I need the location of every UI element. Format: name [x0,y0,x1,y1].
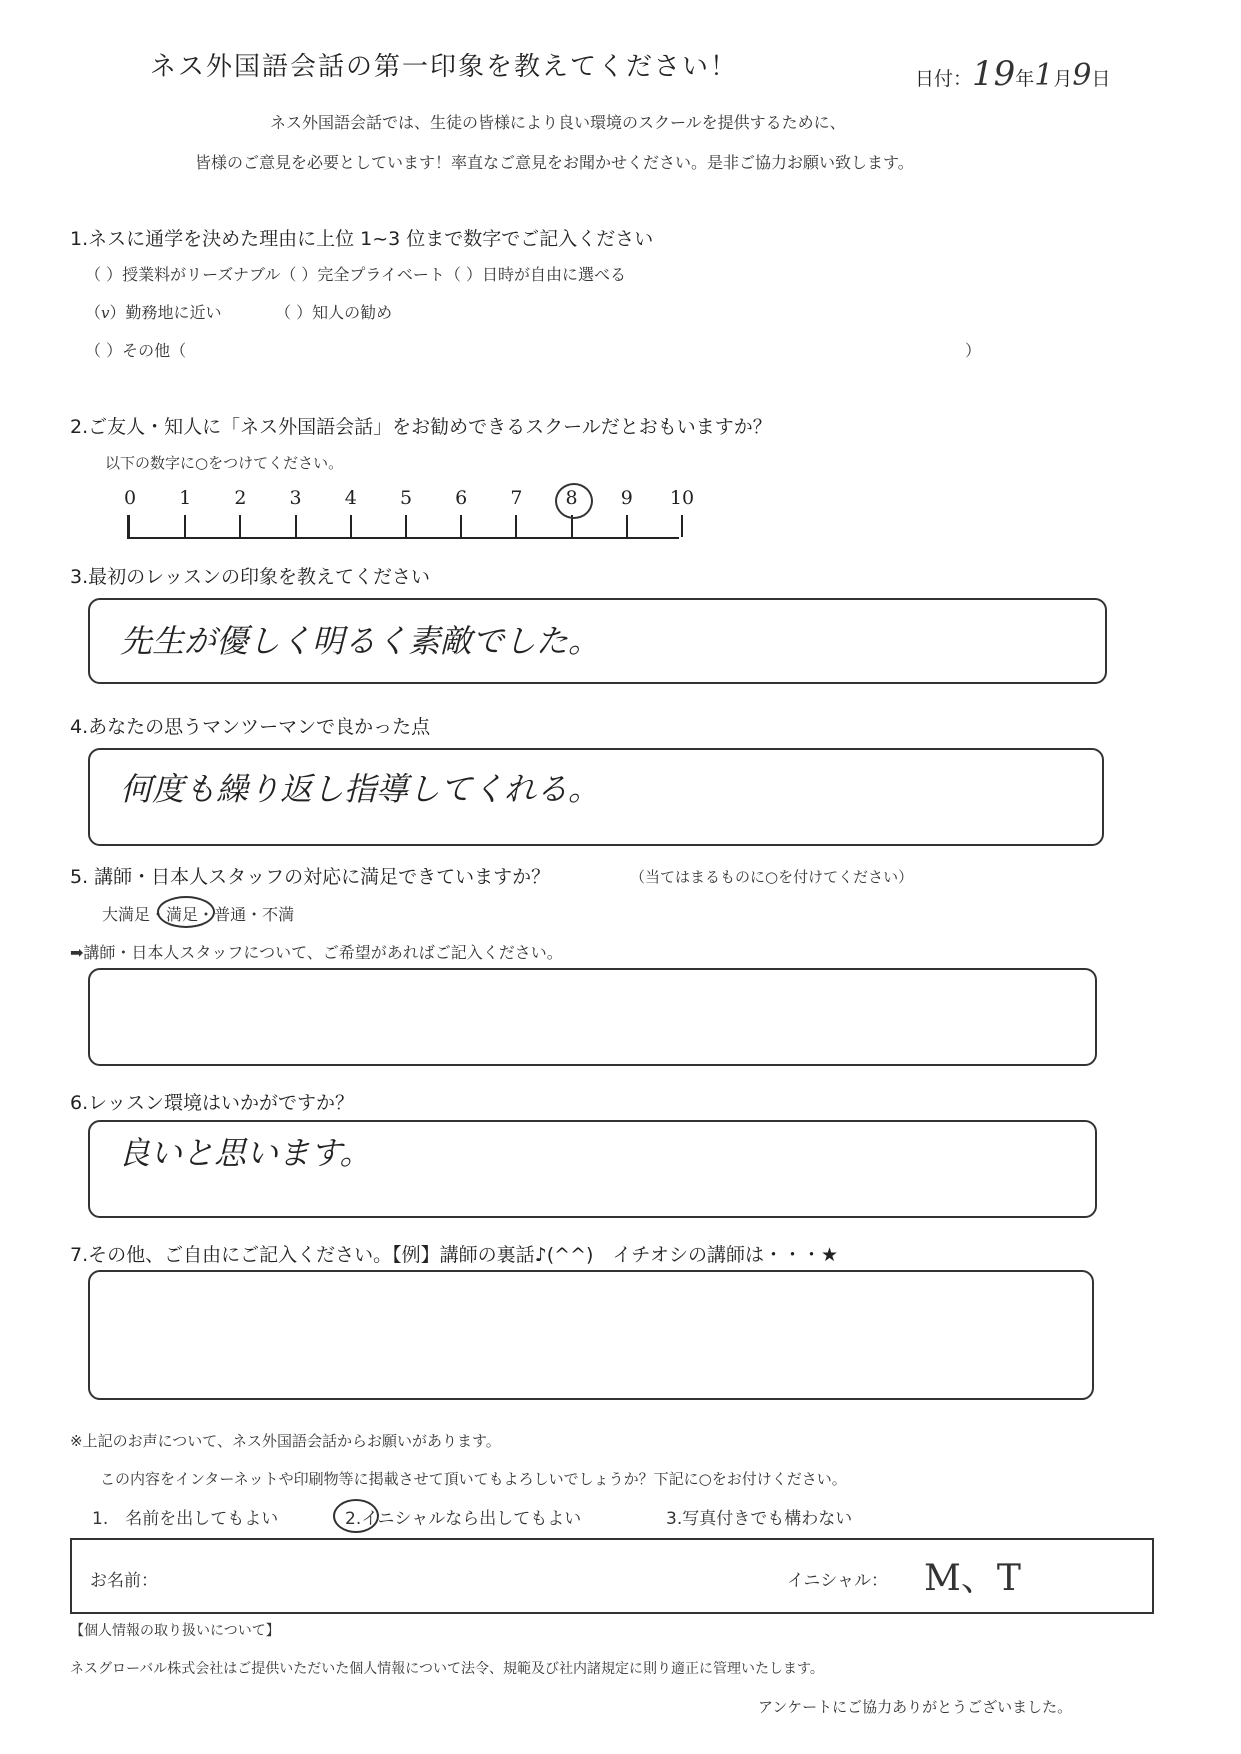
q3-question: 3.最初のレッスンの印象を教えてください [70,566,430,588]
q5-choice-satisfied-label: 満足 [166,905,199,924]
q2-scale-tick [350,515,352,537]
q2-scale-number[interactable]: 4 [344,487,357,509]
q2-scale-number[interactable]: 3 [289,487,302,509]
q2-scale-tick [295,515,297,537]
q7-question: 7.その他、ご自由にご記入ください。【例】講師の裏話♪(^^) イチオシの講師は・・・★ [70,1244,839,1266]
privacy-heading: 【個人情報の取り扱いについて】 [70,1623,280,1639]
q6-answer: 良いと思います。 [118,1134,372,1172]
thanks-message: アンケートにご協力ありがとうございました。 [758,1698,1073,1716]
q2-scale-number[interactable]: 2 [234,487,247,509]
consent-option-1[interactable]: 1. 名前を出してもよい [92,1509,279,1529]
q5-request-prompt: 講師・日本人スタッフについて、ご希望があればご記入ください。 [83,943,563,962]
q5-sep: ・ [198,905,215,924]
q6-question: 6.レッスン環境はいかがですか？ [70,1092,354,1114]
arrow-right-icon: ➡ [70,943,84,962]
q2-scale-number[interactable]: 1 [179,487,192,509]
q2-scale-tick [239,515,241,537]
q3-answer-box[interactable] [88,598,1107,684]
q5-choices[interactable] [102,902,294,925]
date-month-unit: 月 [1053,68,1073,90]
q5-choice-very-satisfied[interactable]: 大満足 [102,905,151,924]
q1-option-other-close: ） [965,341,982,360]
q5-sep: ・ [150,905,167,924]
initial-label: イニシャル： [787,1571,888,1591]
name-label: お名前： [90,1571,158,1591]
q2-scale-number[interactable]: 7 [510,487,523,509]
intro-line-1: ネス外国語会話では、生徒の皆様により良い環境のスクールを提供するために、 [270,113,846,132]
q6-answer-box[interactable] [88,1120,1097,1218]
q2-scale-number[interactable]: 9 [620,487,633,509]
q1-commute-mark: v [101,304,110,322]
q2-scale-tick [460,515,462,537]
q5-request-box[interactable] [88,968,1097,1066]
date-day-unit: 日 [1091,68,1111,90]
consent-option-2[interactable] [345,1504,581,1529]
q2-scale-tick [405,515,407,537]
q2-instruction: 以下の数字に○をつけてください。 [105,454,344,472]
q5-choice-unsatisfied[interactable]: 不満 [262,905,295,924]
q1-question: 1.ネスに通学を決めた理由に上位 1~3 位まで数字でご記入ください [70,228,654,250]
q4-answer: 何度も繰り返し指導してくれる。 [120,770,601,808]
q1-options-row-1[interactable]: （ ）授業料がリーズナブル（ ）完全プライベート（ ）日時が自由に選べる [85,265,627,284]
q5-note: （当てはまるものに○を付けてください） [630,868,914,886]
intro-line-2: 皆様のご意見を必要としています！率直なご意見をお聞かせください。是非ご協力お願い致します。 [195,153,914,172]
date-field[interactable] [915,54,1111,94]
date-year-unit: 年 [1015,68,1035,90]
q2-scale-tick [681,515,683,537]
q2-scale-number[interactable]: 5 [399,487,413,509]
q7-answer-box[interactable] [88,1270,1094,1400]
q2-scale-number[interactable]: 8 [565,487,578,509]
q2-scale-number[interactable]: 0 [123,487,137,509]
q2-scale-start-bar [127,515,130,539]
q5-sep: ・ [246,905,263,924]
initial-value[interactable]: M、T [924,1558,1021,1599]
q1-option-commute[interactable] [85,300,222,323]
q2-scale-number[interactable]: 6 [455,487,468,509]
privacy-text: ネスグローバル株式会社はご提供いただいた個人情報について法令、規範及び社内諸規定に則り適正に管理いたします。 [70,1661,824,1677]
q3-answer: 先生が優しく明るく素敵でした。 [120,622,601,660]
q5-question: 5. 講師・日本人スタッフの対応に満足できていますか？ [70,866,551,888]
q5-selected-circle [157,896,215,928]
q5-choice-normal[interactable]: 普通 [214,905,247,924]
q4-question: 4.あなたの思うマンツーマンで良かった点 [70,716,431,738]
q2-scale-number[interactable]: 10 [669,487,695,509]
q1-commute-open: （ [85,303,102,322]
q5-choice-satisfied[interactable] [166,902,198,925]
page-title: ネス外国語会話の第一印象を教えてください！ [150,52,739,82]
q4-answer-box[interactable] [88,748,1104,846]
consent-question: この内容をインターネットや印刷物等に掲載させて頂いてもよろしいでしょうか？下記に○をお付けください。 [100,1470,847,1488]
q1-option-friend[interactable]: （ ）知人の勧め [275,303,393,322]
date-day-value: 9 [1072,58,1092,93]
q2-question: 2.ご友人・知人に「ネス外国語会話」をお勧めできるスクールだとおもいますか？ [70,416,772,438]
q2-scale-tick [515,515,517,537]
q2-scale-tick [626,515,628,537]
q2-scale-tick [184,515,186,537]
consent-option-3[interactable]: 3.写真付きでも構わない [666,1509,853,1529]
q1-option-other[interactable]: （ ）その他（ [85,341,187,360]
consent-option-2-label: 2.イニシャルなら出してもよい [345,1509,582,1529]
consent-selected-circle [333,1499,379,1533]
q1-commute-label: ）勤務地に近い [109,303,222,322]
q2-selected-circle [555,483,593,519]
date-year-value: 19 [972,54,1016,94]
q2-scale-baseline [127,537,679,539]
name-box [70,1538,1154,1614]
q5-request [70,940,563,963]
date-month-value: 1 [1034,58,1054,93]
date-label: 日付： [915,68,973,90]
consent-note: ※上記のお声について、ネス外国語会話からお願いがあります。 [70,1432,501,1450]
